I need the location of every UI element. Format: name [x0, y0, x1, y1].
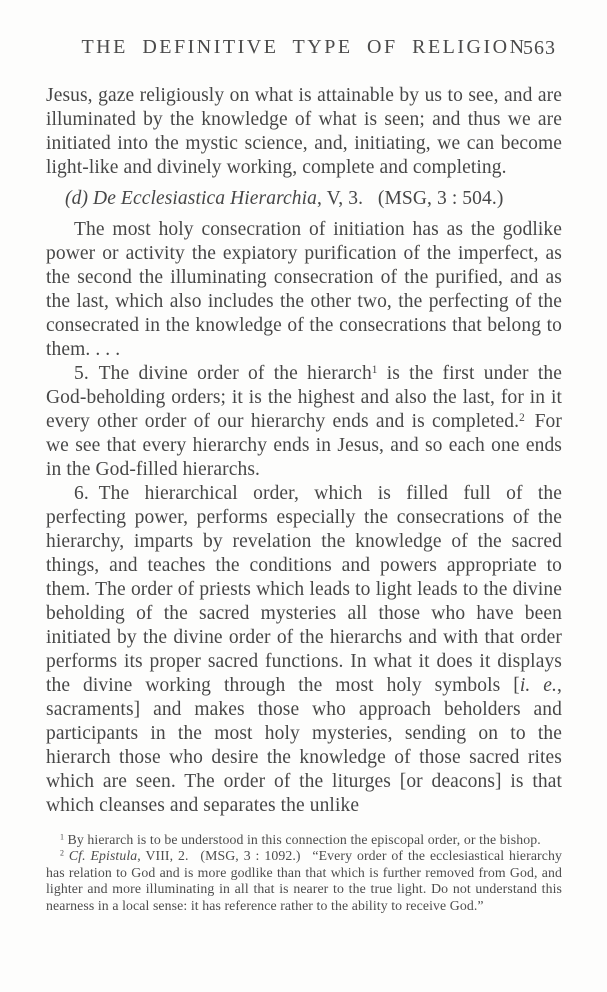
running-header — [46, 36, 562, 59]
footnotes-block — [46, 832, 562, 914]
footnote-1: $^1$ By hierarch is to be understood in this connection the episcopal order, or the bishop. — [60, 832, 541, 847]
paragraph-6: 6. The hierarchical order, which is filled full of the perfecting power, performs especially the consecrations of the hierarchy, imparts by revelation the knowledge of the sacred things, and teaches the conditions and powers appropriate to them. The order of priests which leads to light leads to the divine beholding of the sacred mysteries all those who have been initiated by the divine order of the hierarchs and with that order performs its proper sacred functions. In what it does it displays the divine working through the most holy symbols [i. e., sacraments] and makes those who approach beholders and participants in the most holy mysteries, sending on to the hierarch those who desire the knowledge of those sacred rites which are seen. The order of the liturges [or deacons] is that which cleanses and separates the unlike — [46, 483, 563, 816]
page-number: 563 — [523, 37, 556, 59]
footnote-2: $^2$ Cf. Epistula, VIII, 2. (MSG, 3 : 1092.) “Every order of the ecclesiastical hierarchy has relation to God and is more godlike than that which is further removed from God, and lighter and more illuminating in all that is nearer to the true light. Do not understand this nearness in a local sense: it has reference rather to the ability to receive God.” — [46, 848, 562, 913]
paragraph-consecration: The most holy consecration of initiation has as the godlike power or activity the expiatory purification of the imperfect, as the second the illuminating consecration of the purified, and as the last, which also includes the other two, the perfecting of the consecrated in the knowledge of the consecrations that belong to them. . . . — [46, 219, 562, 360]
paragraph-5: 5. The divine order of the hierarch$^1$ is the first under the God-beholding orders; it is the highest and also the last, for in it every other order of our hierarchy ends and is completed.$^2$ For we see that every hierarchy ends in Jesus, and so each one ends in the God-filled hierarchs. — [46, 363, 562, 480]
body-text — [46, 84, 562, 818]
page-title: THE DEFINITIVE TYPE OF RELIGION — [81, 36, 527, 58]
paragraph-continuation: Jesus, gaze religiously on what is attainable by us to see, and are illuminated by the knowledge of what is seen; and thus we are initiated into the mystic science, and, initiating, we can become light-like and divinely working, complete and completing. — [46, 85, 562, 178]
citation-heading: (d) De Ecclesiastica Hierarchia, V, 3. (MSG, 3 : 504.) — [65, 188, 504, 209]
